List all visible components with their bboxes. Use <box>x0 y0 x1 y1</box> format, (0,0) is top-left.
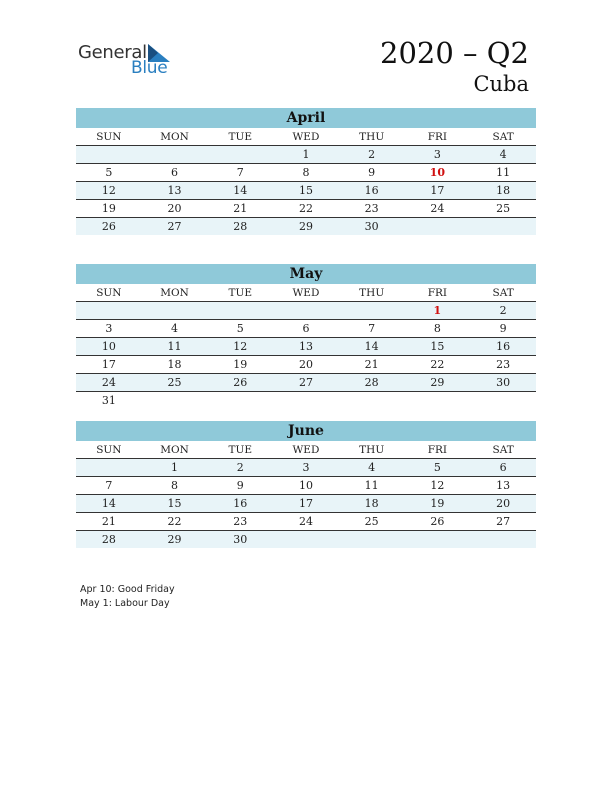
country-title: Cuba <box>473 72 529 96</box>
month-name: June <box>76 421 536 441</box>
day-cell: 20 <box>142 200 208 218</box>
day-cell: 30 <box>470 374 536 392</box>
day-cell: 24 <box>76 374 142 392</box>
day-cell: 7 <box>339 320 405 338</box>
weekday-label: SAT <box>470 284 536 302</box>
day-cell: 2 <box>339 146 405 164</box>
day-cell: 20 <box>470 495 536 513</box>
empty-day-cell <box>142 146 208 164</box>
week-row <box>76 459 536 477</box>
day-cell: 18 <box>339 495 405 513</box>
day-cell: 9 <box>470 320 536 338</box>
day-cell: 1 <box>273 146 339 164</box>
weekday-label: SUN <box>76 441 142 459</box>
day-cell: 8 <box>142 477 208 495</box>
weekday-label: TUE <box>207 128 273 146</box>
day-cell: 23 <box>207 513 273 531</box>
weekday-label: SUN <box>76 284 142 302</box>
week-row <box>76 320 536 338</box>
weekday-header-row <box>76 128 536 146</box>
month-may <box>76 264 536 409</box>
day-cell: 26 <box>405 513 471 531</box>
empty-day-cell <box>339 531 405 549</box>
day-cell: 10 <box>405 164 471 182</box>
holiday-note: Apr 10: Good Friday <box>80 584 175 595</box>
weekday-label: MON <box>142 128 208 146</box>
day-cell: 14 <box>207 182 273 200</box>
day-cell: 30 <box>207 531 273 549</box>
empty-day-cell <box>405 218 471 236</box>
day-cell: 19 <box>207 356 273 374</box>
month-grid <box>76 128 536 235</box>
holiday-note: May 1: Labour Day <box>80 598 170 609</box>
day-cell: 6 <box>142 164 208 182</box>
empty-day-cell <box>339 302 405 320</box>
month-grid <box>76 284 536 409</box>
day-cell: 18 <box>142 356 208 374</box>
week-row <box>76 356 536 374</box>
day-cell: 22 <box>142 513 208 531</box>
day-cell: 5 <box>76 164 142 182</box>
day-cell: 19 <box>76 200 142 218</box>
week-row <box>76 200 536 218</box>
empty-day-cell <box>142 302 208 320</box>
week-row <box>76 531 536 549</box>
weekday-label: MON <box>142 284 208 302</box>
day-cell: 27 <box>470 513 536 531</box>
day-cell: 27 <box>273 374 339 392</box>
day-cell: 23 <box>339 200 405 218</box>
day-cell: 1 <box>405 302 471 320</box>
day-cell: 1 <box>142 459 208 477</box>
day-cell: 25 <box>470 200 536 218</box>
empty-day-cell <box>76 146 142 164</box>
holiday-notes <box>80 583 175 611</box>
weekday-label: FRI <box>405 441 471 459</box>
empty-day-cell <box>273 392 339 410</box>
month-grid <box>76 441 536 548</box>
day-cell: 4 <box>470 146 536 164</box>
day-cell: 21 <box>76 513 142 531</box>
month-name: May <box>76 264 536 284</box>
day-cell: 31 <box>101 394 116 407</box>
day-cell: 29 <box>273 218 339 236</box>
day-cell: 2 <box>207 459 273 477</box>
week-row <box>76 477 536 495</box>
week-row <box>76 513 536 531</box>
day-cell: 11 <box>470 164 536 182</box>
day-cell: 15 <box>405 338 471 356</box>
empty-day-cell <box>207 302 273 320</box>
day-cell: 10 <box>273 477 339 495</box>
day-cell: 13 <box>273 338 339 356</box>
day-cell: 25 <box>142 374 208 392</box>
day-cell: 26 <box>207 374 273 392</box>
weekday-label: SAT <box>470 441 536 459</box>
weekday-label: TUE <box>207 284 273 302</box>
logo-blue-text: Blue <box>131 58 168 78</box>
empty-day-cell <box>470 218 536 236</box>
day-cell: 5 <box>207 320 273 338</box>
day-cell: 29 <box>405 374 471 392</box>
day-cell: 20 <box>273 356 339 374</box>
day-cell: 16 <box>207 495 273 513</box>
day-cell: 16 <box>339 182 405 200</box>
week-row <box>76 302 536 320</box>
day-cell: 7 <box>207 164 273 182</box>
week-row <box>76 374 536 392</box>
empty-day-cell <box>470 392 536 410</box>
day-cell: 17 <box>76 356 142 374</box>
week-row <box>76 218 536 236</box>
month-name: April <box>76 108 536 128</box>
weekday-label: WED <box>273 441 339 459</box>
month-june <box>76 421 536 548</box>
logo-general-text: General <box>78 42 147 63</box>
week-row <box>76 338 536 356</box>
weekday-label: WED <box>273 128 339 146</box>
empty-day-cell <box>273 531 339 549</box>
empty-day-cell <box>76 302 142 320</box>
week-row <box>76 392 536 410</box>
day-cell: 12 <box>207 338 273 356</box>
day-cell: 3 <box>273 459 339 477</box>
empty-day-cell <box>142 392 208 410</box>
day-cell: 9 <box>207 477 273 495</box>
day-cell: 10 <box>76 338 142 356</box>
day-cell: 28 <box>339 374 405 392</box>
day-cell: 15 <box>273 182 339 200</box>
weekday-label: WED <box>273 284 339 302</box>
day-cell: 24 <box>273 513 339 531</box>
week-row <box>76 182 536 200</box>
day-cell: 27 <box>142 218 208 236</box>
day-cell: 14 <box>76 495 142 513</box>
day-cell: 29 <box>142 531 208 549</box>
empty-day-cell <box>207 146 273 164</box>
day-cell: 3 <box>405 146 471 164</box>
empty-day-cell <box>273 302 339 320</box>
empty-day-cell <box>339 392 405 410</box>
day-cell: 24 <box>405 200 471 218</box>
week-row <box>76 146 536 164</box>
day-cell: 8 <box>405 320 471 338</box>
day-cell: 8 <box>273 164 339 182</box>
month-april <box>76 108 536 235</box>
empty-day-cell <box>405 392 471 410</box>
day-cell: 5 <box>405 459 471 477</box>
day-cell: 21 <box>339 356 405 374</box>
empty-day-cell <box>207 392 273 410</box>
day-cell: 28 <box>207 218 273 236</box>
day-cell: 25 <box>339 513 405 531</box>
day-cell: 28 <box>76 531 142 549</box>
day-cell: 11 <box>142 338 208 356</box>
day-cell: 19 <box>405 495 471 513</box>
weekday-label: THU <box>339 128 405 146</box>
weekday-header-row <box>76 284 536 302</box>
weekday-header-row <box>76 441 536 459</box>
page-title: 2020 – Q2 <box>380 36 529 70</box>
day-cell: 22 <box>405 356 471 374</box>
day-cell: 6 <box>470 459 536 477</box>
day-cell: 7 <box>76 477 142 495</box>
weekday-label: THU <box>339 284 405 302</box>
weekday-label: TUE <box>207 441 273 459</box>
day-cell: 9 <box>339 164 405 182</box>
day-cell: 12 <box>405 477 471 495</box>
day-cell: 17 <box>273 495 339 513</box>
day-cell: 15 <box>142 495 208 513</box>
weekday-label: FRI <box>405 284 471 302</box>
empty-day-cell <box>470 531 536 549</box>
day-cell: 14 <box>339 338 405 356</box>
day-cell: 22 <box>273 200 339 218</box>
day-cell: 26 <box>76 218 142 236</box>
day-cell: 16 <box>470 338 536 356</box>
weekday-label: SUN <box>76 128 142 146</box>
day-cell: 3 <box>76 320 142 338</box>
day-cell: 30 <box>339 218 405 236</box>
weekday-label: SAT <box>470 128 536 146</box>
day-cell: 11 <box>339 477 405 495</box>
day-cell: 4 <box>142 320 208 338</box>
empty-day-cell <box>76 459 142 477</box>
empty-day-cell <box>405 531 471 549</box>
day-cell: 2 <box>470 302 536 320</box>
day-cell: 6 <box>273 320 339 338</box>
weekday-label: FRI <box>405 128 471 146</box>
day-cell: 23 <box>470 356 536 374</box>
day-cell: 4 <box>339 459 405 477</box>
day-cell: 13 <box>142 182 208 200</box>
logo <box>78 40 188 80</box>
weekday-label: MON <box>142 441 208 459</box>
day-cell: 13 <box>470 477 536 495</box>
day-cell: 12 <box>76 182 142 200</box>
week-row <box>76 495 536 513</box>
day-cell: 17 <box>405 182 471 200</box>
day-cell: 18 <box>470 182 536 200</box>
weekday-label: THU <box>339 441 405 459</box>
week-row <box>76 164 536 182</box>
day-cell: 21 <box>207 200 273 218</box>
